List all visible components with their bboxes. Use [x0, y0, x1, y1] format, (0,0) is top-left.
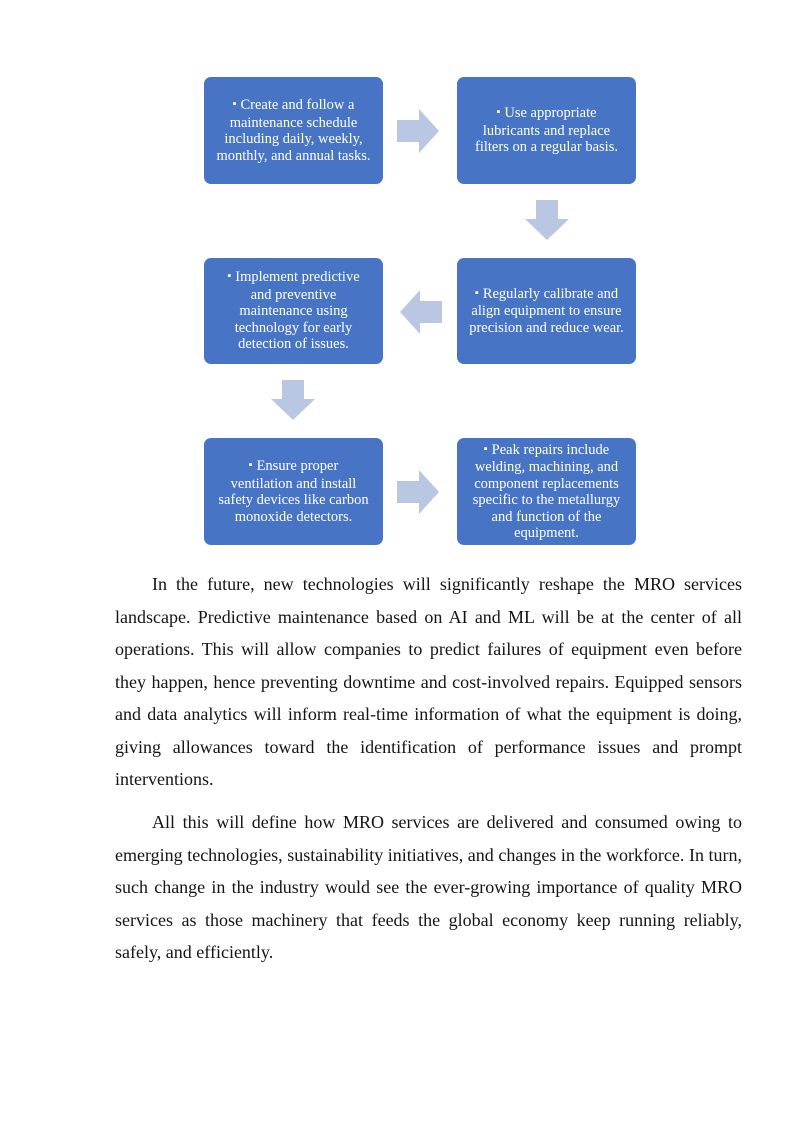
step-text-3: ▪ Regularly calibrate and align equipment to ensure precision and reduce wear.	[469, 286, 624, 337]
arrow-left-icon	[400, 290, 442, 334]
arrow-down-icon	[271, 380, 315, 420]
step-text-6: ▪ Peak repairs include welding, machining, and component replacements specific to the metallurgy and function of the equipment.	[469, 442, 624, 542]
step-text-1: ▪ Create and follow a maintenance schedule including daily, weekly, monthly, and annual tasks.	[216, 97, 371, 164]
step-text-2: ▪ Use appropriate lubricants and replace filters on a regular basis.	[469, 105, 624, 156]
step-text-4: ▪ Implement predictive and preventive maintenance using technology for early detection of issues.	[216, 269, 371, 353]
step-box-1	[204, 77, 383, 184]
step-box-4	[204, 258, 383, 364]
step-text-5: ▪ Ensure proper ventilation and install safety devices like carbon monoxide detectors.	[216, 458, 371, 525]
step-box-5	[204, 438, 383, 545]
body-paragraph-2: All this will define how MRO services are delivered and consumed owing to emerging technologies, sustainability initiatives, and changes in the workforce. In turn, such change in the industry would see the ever-growing importance of quality MRO services as those machinery that feeds the global economy keep running reliably, safely, and efficiently.	[115, 812, 742, 962]
body-paragraph-1: In the future, new technologies will significantly reshape the MRO services landscape. Predictive maintenance based on AI and ML will be at the center of all operations. This will allow companies to predict failures of equipment even before they happen, hence preventing downtime and cost-involved repairs. Equipped sensors and data analytics will inform real-time information of what the equipment is doing, giving allowances toward the identification of performance issues and prompt interventions.	[115, 574, 742, 789]
step-box-6	[457, 438, 636, 545]
arrow-right-icon	[397, 470, 439, 514]
arrow-right-icon	[397, 109, 439, 153]
step-box-3	[457, 258, 636, 364]
step-box-2	[457, 77, 636, 184]
arrow-down-icon	[525, 200, 569, 240]
